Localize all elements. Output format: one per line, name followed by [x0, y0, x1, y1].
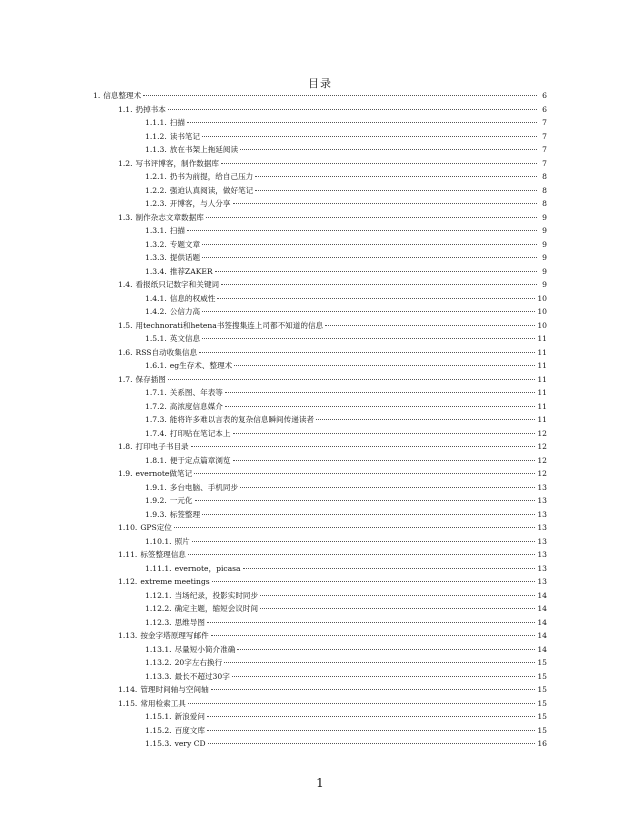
toc-entry[interactable]	[93, 224, 547, 238]
toc-entry-number: 1.7.3.	[145, 415, 167, 424]
toc-entry-number: 1.15.2.	[145, 725, 172, 735]
toc-entry-number: 1.2.1.	[145, 172, 167, 181]
toc-entry[interactable]	[93, 629, 547, 643]
dot-leader	[233, 433, 536, 434]
toc-entry-title: 英文信息	[169, 334, 201, 343]
toc-entry-title: 便于定点篇章浏览	[169, 455, 231, 465]
toc-entry-page: 6	[542, 104, 547, 114]
toc-entry-number: 1.3.4.	[145, 266, 167, 276]
toc-entry-page: 8	[542, 199, 547, 208]
toc-entry-page: 15	[537, 671, 547, 681]
dot-leader	[188, 554, 535, 555]
toc-entry-page: 15	[537, 658, 547, 667]
toc-entry-page: 13	[537, 509, 547, 519]
toc-entry-title: 保存插图	[135, 374, 166, 384]
toc-entry[interactable]	[93, 143, 547, 157]
toc-entry-number: 1.3.1.	[145, 226, 167, 235]
dot-leader	[192, 541, 536, 542]
toc-entry-title: 扫描	[169, 226, 185, 235]
toc-entry-title: 常用检索工具	[140, 698, 186, 708]
toc-entry-number: 1.13.2.	[145, 658, 172, 667]
toc-entry-page: 14	[537, 644, 547, 654]
toc-entry-number: 1.15.	[118, 698, 138, 708]
dot-leader	[187, 122, 537, 123]
toc-entry-number: 1.15.1.	[145, 712, 172, 721]
toc-entry[interactable]	[93, 116, 547, 130]
toc-entry-title: 信息整理术	[103, 91, 142, 100]
toc-entry-number: 1.12.3.	[145, 617, 172, 627]
toc-entry-title: 百度文库	[174, 725, 205, 735]
toc-entry-title: 尽量短小简介准确	[174, 644, 236, 654]
toc-entry[interactable]	[93, 89, 547, 103]
toc-entry-number: 1.9.3.	[145, 509, 167, 519]
toc-entry[interactable]	[93, 427, 547, 441]
toc-entry[interactable]	[93, 373, 547, 387]
toc-entry-number: 1.13.3.	[145, 671, 172, 681]
toc-entry-page: 10	[537, 320, 547, 330]
toc-entry-number: 1.13.1.	[145, 644, 172, 654]
toc-entry[interactable]	[93, 332, 547, 346]
toc-entry-title: 照片	[174, 536, 190, 546]
dot-leader	[195, 500, 536, 501]
dot-leader	[325, 325, 535, 326]
toc-entry[interactable]	[93, 562, 547, 576]
dot-leader	[202, 257, 537, 258]
toc-entry-title: 扔掉书本	[135, 104, 166, 114]
toc-entry[interactable]	[93, 238, 547, 252]
toc-title: 目录	[308, 77, 332, 90]
dot-leader	[191, 446, 536, 447]
toc-entry-title: evernote做笔记	[135, 469, 193, 478]
toc-entry-page: 7	[542, 158, 547, 168]
toc-entry-page: 12	[537, 442, 547, 451]
toc-entry-page: 13	[537, 563, 547, 573]
toc-entry-title: 能将许多难以言表的复杂信息瞬间传递读者	[169, 415, 315, 424]
toc-entry[interactable]	[93, 359, 547, 373]
toc-entry-number: 1.6.	[118, 347, 133, 357]
toc-entry[interactable]	[93, 170, 547, 184]
dot-leader	[240, 149, 537, 150]
toc-entry-number: 1.3.2.	[145, 239, 167, 249]
dot-leader	[207, 730, 535, 731]
dot-leader	[202, 244, 537, 245]
toc-entry-page: 13	[537, 550, 547, 559]
toc-entry-page: 13	[537, 536, 547, 546]
toc-entry-page: 14	[537, 604, 547, 613]
toc-entry[interactable]	[93, 319, 547, 333]
toc-entry-page: 15	[537, 698, 547, 708]
toc-entry[interactable]	[93, 211, 547, 225]
toc-entry-page: 10	[537, 293, 547, 303]
toc-entry-title: 强迫认真阅读，做好笔记	[169, 185, 254, 195]
toc-entry-title: 打印贴在笔记本上	[169, 428, 231, 438]
toc-entry-title: evernote，picasa	[174, 563, 241, 573]
toc-entry-title: 写书评博客，制作数据库	[135, 158, 220, 168]
toc-entry[interactable]	[93, 710, 547, 724]
toc-entry-page: 12	[537, 428, 547, 438]
toc-entry-title: 专题文章	[169, 239, 201, 249]
toc-entry-title: 管理时间轴与空间轴	[140, 685, 209, 694]
toc-entry-title: 打印电子书目录	[135, 442, 189, 451]
toc-entry[interactable]	[93, 494, 547, 508]
toc-entry[interactable]	[93, 602, 547, 616]
toc-entry-page: 14	[537, 617, 547, 627]
dot-leader	[143, 95, 537, 96]
dot-leader	[255, 190, 537, 191]
toc-entry-number: 1.12.2.	[145, 604, 172, 613]
toc-entry-title: eg生存术、整理术	[169, 361, 233, 370]
dot-leader	[316, 419, 535, 420]
dot-leader	[221, 284, 537, 285]
toc-entry-title: 用technorati和hetena书签搜集连上司都不知道的信息	[135, 320, 324, 330]
toc-entry-title: 一元化	[169, 496, 193, 505]
toc-entry-number: 1.9.	[118, 469, 133, 478]
toc-entry[interactable]	[93, 103, 547, 117]
toc-entry-number: 1.4.	[118, 280, 133, 289]
toc-entry-number: 1.2.	[118, 158, 133, 168]
toc-entry-number: 1.11.1.	[145, 563, 172, 573]
dot-leader	[168, 109, 537, 110]
toc-entry[interactable]	[93, 589, 547, 603]
dot-leader	[208, 743, 536, 744]
toc-entry[interactable]	[93, 130, 547, 144]
toc-entry-page: 11	[537, 388, 547, 397]
toc-entry-page: 15	[537, 712, 547, 721]
toc-entry[interactable]	[93, 683, 547, 697]
toc-entry-number: 1.12.	[118, 577, 138, 586]
toc-entry-page: 13	[537, 496, 547, 505]
toc-entry[interactable]	[93, 413, 547, 427]
toc-entry-page: 11	[537, 347, 547, 357]
toc-entry-number: 1.7.	[118, 374, 133, 384]
toc-entry-number: 1.1.	[118, 104, 133, 114]
dot-leader	[212, 581, 536, 582]
toc-entry[interactable]	[93, 481, 547, 495]
toc-entry-number: 1.5.	[118, 320, 133, 330]
dot-leader	[224, 662, 535, 663]
toc-entry-number: 1.3.3.	[145, 253, 167, 262]
toc-entry-title: 扔书为前提，给自己压力	[169, 172, 254, 181]
toc-entry-number: 1.1.2.	[145, 131, 167, 141]
toc-entry[interactable]	[93, 535, 547, 549]
dot-leader	[225, 406, 535, 407]
toc-entry[interactable]	[93, 184, 547, 198]
toc-entry-title: 标签整理	[169, 509, 201, 519]
toc-entry-page: 11	[537, 415, 547, 424]
toc-entry-title: 20字左右换行	[174, 658, 223, 667]
toc-entry-number: 1.10.	[118, 523, 138, 532]
toc-entry[interactable]	[93, 440, 547, 454]
dot-leader	[202, 338, 535, 339]
toc-entry-title: 读书笔记	[169, 131, 201, 141]
toc-entry-title: 开博客，与人分享	[169, 199, 231, 208]
dot-leader	[207, 622, 535, 623]
dot-leader	[207, 716, 535, 717]
toc-entry-number: 1.9.2.	[145, 496, 167, 505]
toc-entry-page: 9	[542, 253, 547, 262]
toc-entry-page: 6	[542, 91, 547, 100]
toc-entry-title: 标签整理信息	[140, 550, 186, 559]
toc-entry-title: 高浓度信息媒介	[169, 401, 223, 411]
dot-leader	[168, 379, 535, 380]
toc-entry[interactable]	[93, 400, 547, 414]
toc-entry-number: 1.11.	[118, 550, 138, 559]
toc-entry-number: 1.14.	[118, 685, 138, 694]
toc-entry-number: 1.5.1.	[145, 334, 167, 343]
toc-entry-title: 思维导图	[174, 617, 205, 627]
toc-entry-page: 9	[542, 239, 547, 249]
toc-entry-page: 8	[542, 185, 547, 195]
dot-leader	[202, 136, 537, 137]
toc-entry-title: 当场纪录，投影实时同步	[174, 590, 259, 600]
toc-entry-number: 1.3.	[118, 212, 133, 222]
toc-entry-page: 11	[537, 401, 547, 411]
toc-entry-number: 1.4.2.	[145, 307, 167, 316]
toc-entry[interactable]	[93, 467, 547, 481]
toc-entry-page: 9	[542, 212, 547, 222]
toc-entry[interactable]	[93, 616, 547, 630]
toc-entry-page: 8	[542, 172, 547, 181]
toc-entry-number: 1.13.	[118, 631, 138, 640]
dot-leader	[194, 473, 535, 474]
dot-leader	[233, 460, 536, 461]
toc-entry-number: 1.10.1.	[145, 536, 172, 546]
dot-leader	[211, 689, 536, 690]
toc-entry-number: 1.2.3.	[145, 199, 167, 208]
toc-entry-number: 1.2.2.	[145, 185, 167, 195]
toc-entry[interactable]	[93, 670, 547, 684]
dot-leader	[202, 311, 535, 312]
toc-entry-title: extreme meetings	[140, 577, 210, 586]
toc-entry-number: 1.4.1.	[145, 293, 167, 303]
page-number: 1	[316, 776, 324, 790]
toc-entry-title: 放在书架上拖延阅读	[169, 145, 239, 154]
toc-entry-number: 1.7.4.	[145, 428, 167, 438]
toc-entry-page: 9	[542, 226, 547, 235]
dot-leader	[206, 217, 537, 218]
toc-entry-number: 1.1.1.	[145, 118, 167, 127]
dot-leader	[221, 163, 537, 164]
dot-leader	[211, 635, 536, 636]
toc-entry-page: 9	[542, 266, 547, 276]
toc-entry-title: 按金字塔原理写邮件	[140, 631, 209, 640]
toc-entry[interactable]	[93, 521, 547, 535]
toc-entry[interactable]	[93, 157, 547, 171]
dot-leader	[260, 595, 535, 596]
toc-entry[interactable]	[93, 305, 547, 319]
toc-entry-page: 11	[537, 334, 547, 343]
toc-entry-title: 信息的权威性	[169, 293, 216, 303]
toc-entry-page: 7	[542, 145, 547, 154]
dot-leader	[260, 608, 535, 609]
toc-entry-number: 1.7.1.	[145, 388, 167, 397]
toc-entry-page: 15	[537, 685, 547, 694]
toc-entry-number: 1.1.3.	[145, 145, 167, 154]
dot-leader	[188, 703, 535, 704]
toc-entry-page: 14	[537, 590, 547, 600]
toc-entry-title: 提供话题	[169, 253, 201, 262]
toc-entry-page: 13	[537, 482, 547, 492]
toc-entry-number: 1.9.1.	[145, 482, 167, 492]
dot-leader	[187, 230, 537, 231]
toc-entry-page: 15	[537, 725, 547, 735]
toc-entry-title: 制作杂志文章数据库	[135, 212, 204, 222]
toc-entry-number: 1.6.1.	[145, 361, 167, 370]
toc-entry-title: 看报纸只记数字和关键词	[135, 280, 220, 289]
dot-leader	[233, 203, 538, 204]
toc-entry-page: 10	[537, 307, 547, 316]
toc-entry-number: 1.7.2.	[145, 401, 167, 411]
toc-entry-title: 扫描	[169, 118, 185, 127]
toc-entry[interactable]	[93, 454, 547, 468]
toc-entry-number: 1.	[93, 91, 101, 100]
toc-entry[interactable]	[93, 643, 547, 657]
toc-entry-title: very CD	[174, 739, 206, 748]
toc-entry[interactable]	[93, 697, 547, 711]
toc-entry-page: 11	[537, 374, 547, 384]
toc-entry-title: GPS定位	[140, 523, 172, 532]
dot-leader	[202, 514, 535, 515]
dot-leader	[243, 568, 536, 569]
dot-leader	[225, 392, 535, 393]
toc-entry-title: RSS自动收集信息	[135, 347, 198, 357]
table-of-contents	[93, 89, 547, 751]
toc-entry-title: 推荐ZAKER	[169, 266, 213, 276]
toc-entry-page: 13	[537, 523, 547, 532]
toc-entry[interactable]	[93, 251, 547, 265]
toc-entry[interactable]	[93, 278, 547, 292]
toc-entry-number: 1.8.1.	[145, 455, 167, 465]
toc-entry[interactable]	[93, 265, 547, 279]
dot-leader	[255, 176, 537, 177]
toc-entry-page: 16	[537, 739, 547, 748]
dot-leader	[240, 487, 535, 488]
toc-entry-number: 1.15.3.	[145, 739, 172, 748]
dot-leader	[237, 649, 535, 650]
toc-entry-page: 14	[537, 631, 547, 640]
toc-entry-page: 7	[542, 118, 547, 127]
toc-entry-page: 11	[537, 361, 547, 370]
toc-entry-title: 公信力高	[169, 307, 201, 316]
toc-entry[interactable]	[93, 386, 547, 400]
toc-entry-page: 12	[537, 455, 547, 465]
toc-entry-page: 9	[542, 280, 547, 289]
toc-entry-page: 13	[537, 577, 547, 586]
toc-entry-page: 7	[542, 131, 547, 141]
toc-entry-number: 1.8.	[118, 442, 133, 451]
toc-entry-page: 12	[537, 469, 547, 478]
toc-entry-title: 新浪爱问	[174, 712, 205, 721]
toc-entry-title: 最长不超过30字	[174, 671, 230, 681]
toc-entry[interactable]	[93, 724, 547, 738]
dot-leader	[234, 365, 535, 366]
toc-entry[interactable]	[93, 737, 547, 751]
toc-entry-number: 1.12.1.	[145, 590, 172, 600]
toc-entry[interactable]	[93, 575, 547, 589]
toc-entry[interactable]	[93, 292, 547, 306]
dot-leader	[232, 676, 536, 677]
toc-entry-title: 确定主题，缩短会议时间	[174, 604, 259, 613]
dot-leader	[199, 352, 535, 353]
toc-entry[interactable]	[93, 656, 547, 670]
dot-leader	[174, 527, 535, 528]
toc-entry[interactable]	[93, 548, 547, 562]
dot-leader	[217, 298, 535, 299]
toc-entry-title: 多台电脑、手机同步	[169, 482, 239, 492]
dot-leader	[215, 271, 537, 272]
toc-entry-title: 关系图、年表等	[169, 388, 223, 397]
toc-entry[interactable]	[93, 197, 547, 211]
toc-entry[interactable]	[93, 346, 547, 360]
toc-entry[interactable]	[93, 508, 547, 522]
